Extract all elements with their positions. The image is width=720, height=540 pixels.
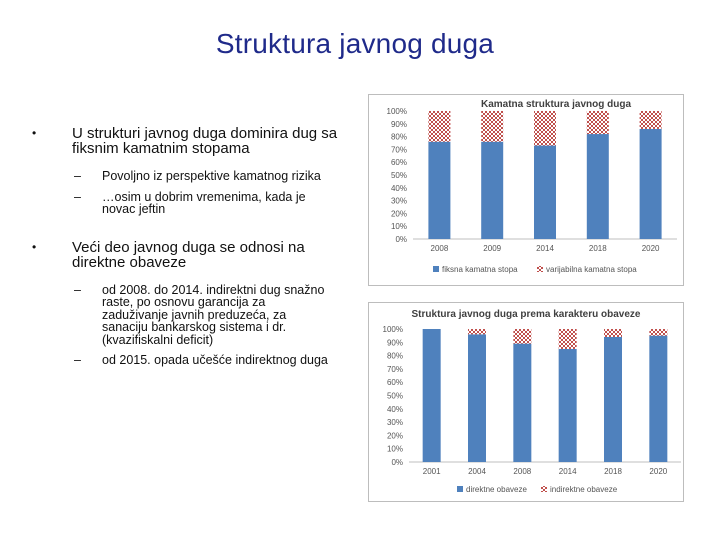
bar-segment-secondary (559, 329, 577, 349)
y-tick-label: 60% (390, 158, 407, 168)
y-tick-label: 100% (382, 325, 403, 334)
y-tick-label: 60% (386, 378, 403, 388)
x-tick-label: 2018 (588, 244, 607, 253)
y-tick-label: 50% (390, 171, 407, 180)
bar-segment-primary (423, 329, 441, 462)
bar-segment-primary (468, 334, 486, 462)
x-tick-label: 2009 (483, 244, 502, 253)
y-tick-label: 20% (390, 209, 407, 219)
bar-segment-primary (587, 134, 609, 239)
bullet-item (30, 126, 350, 156)
sub-bullet-item (74, 191, 350, 216)
y-tick-label: 90% (390, 119, 407, 129)
bar-segment-primary (481, 142, 503, 239)
sub-bullet-item (74, 354, 350, 367)
y-tick-label: 40% (386, 404, 403, 414)
x-tick-label: 2008 (513, 467, 532, 476)
sub-bullet-text: od 2008. do 2014. indirektni dug snažno raste, po osnovu garancija za zaduživanje javnih preduzeća, za sanaciju bankarskog sistema i dr. (kvazifiskalni deficit) (102, 282, 325, 347)
y-tick-label: 30% (386, 418, 403, 428)
y-tick-label: 10% (390, 222, 407, 232)
bullet-list (30, 126, 350, 375)
bullet-text: Veći deo javnog duga se odnosi na direktne obaveze (72, 238, 305, 271)
bar-segment-secondary (640, 111, 662, 129)
x-tick-label: 2014 (558, 467, 577, 476)
bar-segment-primary (604, 337, 622, 462)
x-tick-label: 2020 (641, 244, 660, 253)
bullet-item (30, 240, 350, 270)
y-tick-label: 20% (386, 431, 403, 441)
bar-segment-secondary (604, 329, 622, 337)
legend-swatch (541, 486, 547, 492)
bar-segment-secondary (428, 111, 450, 142)
sub-bullet-mark: – (74, 353, 81, 367)
legend-label: indirektne obaveze (550, 485, 618, 494)
bar-segment-primary (428, 142, 450, 239)
bar-segment-secondary (587, 111, 609, 134)
y-tick-label: 0% (395, 235, 407, 244)
y-tick-label: 70% (390, 145, 407, 155)
debt-character-chart (368, 302, 684, 502)
x-tick-label: 2020 (649, 467, 668, 476)
chart-canvas (369, 303, 683, 501)
bullet-mark: • (32, 126, 37, 140)
bar-segment-secondary (649, 329, 667, 336)
legend-label: direktne obaveze (466, 485, 527, 494)
legend-swatch (537, 266, 543, 272)
sub-bullet-item (74, 284, 350, 347)
sub-bullet-mark: – (74, 282, 81, 297)
legend-label: fiksna kamatna stopa (442, 265, 518, 274)
y-tick-label: 40% (390, 183, 407, 193)
bar-segment-secondary (513, 329, 531, 344)
y-tick-label: 80% (386, 351, 403, 361)
bar-segment-primary (513, 344, 531, 462)
bar-segment-secondary (468, 329, 486, 334)
bullet-mark: • (32, 239, 37, 254)
sub-bullet-text: Povoljno iz perspektive kamatnog rizika (102, 169, 321, 183)
y-tick-label: 70% (386, 364, 403, 374)
x-tick-label: 2004 (468, 467, 486, 476)
y-tick-label: 100% (386, 107, 407, 116)
bar-segment-primary (640, 129, 662, 239)
bullet-text: U strukturi javnog duga dominira dug sa fiksnim kamatnim stopama (72, 125, 338, 157)
x-tick-label: 2014 (536, 244, 554, 253)
sub-bullet-text: od 2015. opada učešće indirektnog duga (102, 353, 328, 367)
y-tick-label: 0% (391, 458, 403, 467)
legend-swatch (457, 486, 463, 492)
bar-segment-primary (534, 146, 556, 239)
x-tick-label: 2018 (604, 467, 622, 476)
y-tick-label: 30% (390, 196, 407, 206)
y-tick-label: 80% (390, 132, 407, 142)
y-tick-label: 90% (386, 338, 403, 348)
interest-structure-chart (368, 94, 684, 286)
bar-segment-primary (559, 349, 577, 462)
sub-bullet-text: …osim u dobrim vremenima, kada je novac jeftin (102, 189, 306, 216)
chart-title: Struktura javnog duga prema karakteru obaveze (411, 309, 641, 320)
sub-bullet-mark: – (74, 169, 81, 183)
legend-label: varijabilna kamatna stopa (546, 265, 637, 274)
chart-canvas (369, 95, 683, 285)
sub-bullet-item (74, 170, 350, 183)
slide-title: Struktura javnog duga (215, 28, 495, 59)
sub-bullet-mark: – (74, 189, 81, 204)
chart-title: Kamatna struktura javnog duga (480, 99, 632, 110)
bar-segment-primary (649, 336, 667, 462)
x-tick-label: 2008 (430, 244, 449, 253)
bar-segment-secondary (534, 111, 556, 146)
y-tick-label: 10% (386, 444, 403, 454)
bar-segment-secondary (481, 111, 503, 142)
y-tick-label: 50% (386, 391, 403, 401)
legend-swatch (433, 266, 439, 272)
x-tick-label: 2001 (422, 467, 441, 476)
